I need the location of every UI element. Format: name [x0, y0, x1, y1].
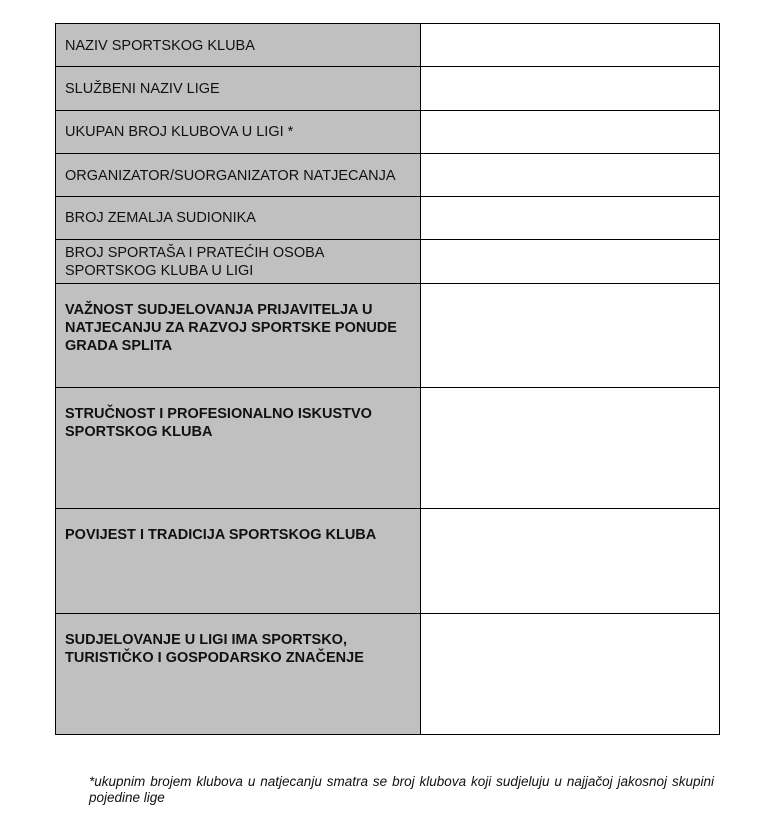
- row-label-club-name: NAZIV SPORTSKOG KLUBA: [65, 38, 255, 54]
- row-label-importance: VAŽNOST SUDJELOVANJA PRIJAVITELJA U NATJECANJU ZA RAZVOJ SPORTSKE PONUDE GRADA SPLITA: [65, 302, 397, 354]
- club-name-field[interactable]: [421, 24, 720, 67]
- table-row: [56, 614, 720, 735]
- row-label-athletes: BROJ SPORTAŠA I PRATEĆIH OSOBA SPORTSKOG KLUBA U LIGI: [65, 245, 324, 279]
- label-cell: [56, 197, 421, 240]
- significance-field[interactable]: [421, 614, 720, 735]
- table-row: [56, 388, 720, 509]
- row-label-organizer: ORGANIZATOR/SUORGANIZATOR NATJECANJA: [65, 168, 396, 184]
- label-cell: [56, 111, 421, 154]
- label-cell: [56, 240, 421, 284]
- label-cell: [56, 509, 421, 614]
- expertise-field[interactable]: [421, 388, 720, 509]
- history-field[interactable]: [421, 509, 720, 614]
- table-row: [56, 154, 720, 197]
- label-cell: [56, 614, 421, 735]
- organizer-field[interactable]: [421, 154, 720, 197]
- table-row: [56, 197, 720, 240]
- label-cell: [56, 67, 421, 111]
- label-cell: [56, 284, 421, 388]
- footnote: *ukupnim brojem klubova u natjecanju smatra se broj klubova koji sudjeluju u najjačoj jakosnoj skupini pojedine lige: [89, 774, 714, 805]
- application-form-table: [55, 23, 720, 735]
- league-name-field[interactable]: [421, 67, 720, 111]
- table-row: [56, 67, 720, 111]
- table-row: [56, 24, 720, 67]
- table-row: [56, 111, 720, 154]
- table-row: [56, 509, 720, 614]
- label-cell: [56, 154, 421, 197]
- label-cell: [56, 388, 421, 509]
- label-cell: [56, 24, 421, 67]
- table-row: [56, 284, 720, 388]
- club-count-field[interactable]: [421, 111, 720, 154]
- countries-field[interactable]: [421, 197, 720, 240]
- row-label-countries: BROJ ZEMALJA SUDIONIKA: [65, 210, 256, 226]
- importance-field[interactable]: [421, 284, 720, 388]
- row-label-history: POVIJEST I TRADICIJA SPORTSKOG KLUBA: [65, 527, 377, 543]
- row-label-league-name: SLUŽBENI NAZIV LIGE: [65, 81, 220, 97]
- row-label-expertise: STRUČNOST I PROFESIONALNO ISKUSTVO SPORTSKOG KLUBA: [65, 406, 372, 440]
- table-row: [56, 240, 720, 284]
- athletes-field[interactable]: [421, 240, 720, 284]
- row-label-significance: SUDJELOVANJE U LIGI IMA SPORTSKO, TURISTIČKO I GOSPODARSKO ZNAČENJE: [65, 632, 364, 666]
- row-label-club-count: UKUPAN BROJ KLUBOVA U LIGI *: [65, 124, 294, 140]
